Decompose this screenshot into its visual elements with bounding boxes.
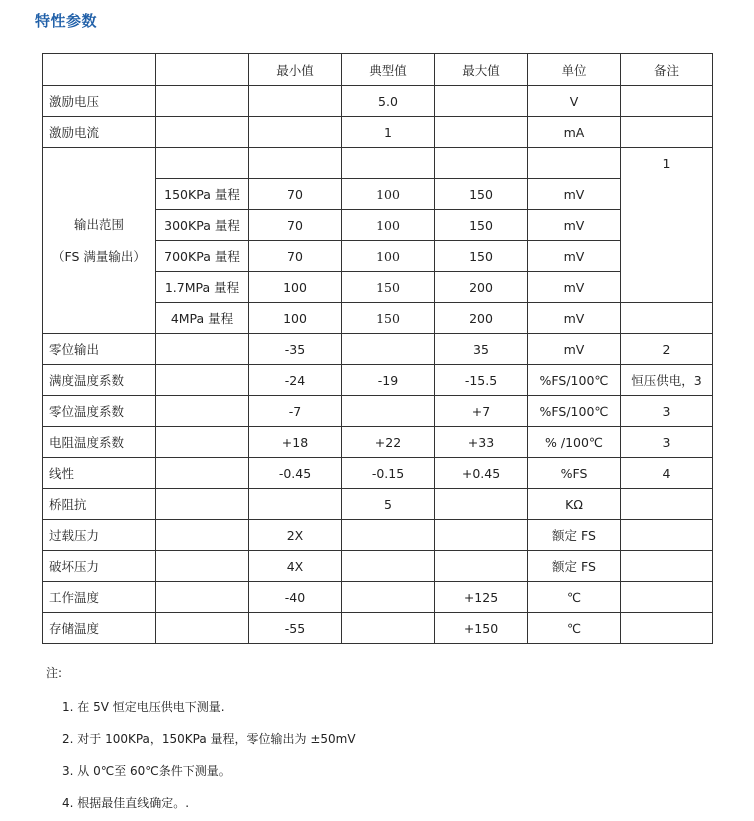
cell-max: 150 <box>435 241 528 272</box>
cell <box>156 86 249 117</box>
cell-min: 100 <box>249 272 342 303</box>
cell-typ: 1 <box>342 117 435 148</box>
cell-max <box>435 551 528 582</box>
header-cell-typ: 典型值 <box>342 54 435 86</box>
table-row <box>43 551 713 582</box>
header-cell-unit: 单位 <box>528 54 621 86</box>
row-label: 激励电流 <box>43 117 156 148</box>
cell-note <box>621 582 713 613</box>
range-name <box>156 148 249 179</box>
cell <box>156 551 249 582</box>
cell-note: 3 <box>621 396 713 427</box>
cell-typ <box>342 148 435 179</box>
cell-typ <box>342 334 435 365</box>
cell <box>156 582 249 613</box>
note-item: 4. 根据最佳直线确定。. <box>62 796 190 810</box>
table-row <box>43 334 713 365</box>
header-cell-note: 备注 <box>621 54 713 86</box>
cell-unit: mV <box>528 272 621 303</box>
cell-typ <box>342 582 435 613</box>
cell-max: +0.45 <box>435 458 528 489</box>
cell-max: +33 <box>435 427 528 458</box>
cell-note <box>621 303 713 334</box>
header-cell-max: 最大值 <box>435 54 528 86</box>
range-name: 150KPa 量程 <box>156 179 249 210</box>
cell-max <box>435 117 528 148</box>
row-label: 过载压力 <box>43 520 156 551</box>
table-row <box>43 396 713 427</box>
cell-min <box>249 117 342 148</box>
row-label: 零位输出 <box>43 334 156 365</box>
cell-typ: -0.15 <box>342 458 435 489</box>
cell-min: -24 <box>249 365 342 396</box>
cell-min <box>249 148 342 179</box>
cell-min: 2X <box>249 520 342 551</box>
row-label: 线性 <box>43 458 156 489</box>
cell <box>156 520 249 551</box>
cell-typ: 100 <box>342 241 435 272</box>
cell-unit: %FS/100℃ <box>528 365 621 396</box>
cell <box>156 613 249 644</box>
cell-typ: 5.0 <box>342 86 435 117</box>
cell-unit <box>528 148 621 179</box>
cell-unit: %FS <box>528 458 621 489</box>
cell-min <box>249 489 342 520</box>
cell-unit: %FS/100℃ <box>528 396 621 427</box>
header-cell <box>156 54 249 86</box>
cell-min: -55 <box>249 613 342 644</box>
cell-unit: KΩ <box>528 489 621 520</box>
table-header-row <box>43 54 713 86</box>
cell-unit: mV <box>528 210 621 241</box>
cell-max: 150 <box>435 179 528 210</box>
spec-table <box>42 53 713 644</box>
range-name: 700KPa 量程 <box>156 241 249 272</box>
table-row <box>43 117 713 148</box>
table-row <box>43 365 713 396</box>
notes-section <box>46 664 356 810</box>
cell <box>156 427 249 458</box>
table-row <box>43 520 713 551</box>
cell-max: +150 <box>435 613 528 644</box>
cell <box>156 396 249 427</box>
cell-min: -0.45 <box>249 458 342 489</box>
cell <box>156 334 249 365</box>
cell-typ: 5 <box>342 489 435 520</box>
cell-typ <box>342 396 435 427</box>
cell-note <box>621 86 713 117</box>
cell-max <box>435 489 528 520</box>
cell-unit: mA <box>528 117 621 148</box>
cell-max: 200 <box>435 272 528 303</box>
cell-note <box>621 117 713 148</box>
cell-typ: -19 <box>342 365 435 396</box>
cell-unit: mV <box>528 179 621 210</box>
cell-note <box>621 489 713 520</box>
table-row <box>43 613 713 644</box>
cell-max: -15.5 <box>435 365 528 396</box>
table-row <box>43 427 713 458</box>
range-name: 4MPa 量程 <box>156 303 249 334</box>
cell-min <box>249 86 342 117</box>
row-label-output-range <box>43 148 156 334</box>
cell-typ: 150 <box>342 303 435 334</box>
cell-typ: +22 <box>342 427 435 458</box>
cell-max <box>435 86 528 117</box>
range-name: 1.7MPa 量程 <box>156 272 249 303</box>
note-item: 2. 对于 100KPa，150KPa 量程，零位输出为 ±50mV <box>62 732 356 746</box>
note-item: 3. 从 0℃至 60℃条件下测量。 <box>62 764 231 778</box>
cell <box>156 365 249 396</box>
cell-min: 4X <box>249 551 342 582</box>
cell-max: 150 <box>435 210 528 241</box>
header-cell <box>43 54 156 86</box>
row-label: 存储温度 <box>43 613 156 644</box>
table-row <box>43 148 713 179</box>
cell-unit: V <box>528 86 621 117</box>
cell-max: +7 <box>435 396 528 427</box>
cell-note: 3 <box>621 427 713 458</box>
page-title: 特性参数 <box>35 12 98 30</box>
cell-max <box>435 148 528 179</box>
cell-typ: 100 <box>342 179 435 210</box>
row-label: 破坏压力 <box>43 551 156 582</box>
cell-unit: % /100℃ <box>528 427 621 458</box>
cell-min: +18 <box>249 427 342 458</box>
output-range-label: 输出范围 <box>73 216 124 232</box>
row-label: 电阻温度系数 <box>43 427 156 458</box>
cell-max: 200 <box>435 303 528 334</box>
cell-min: -7 <box>249 396 342 427</box>
cell-min: 70 <box>249 241 342 272</box>
cell-note <box>621 520 713 551</box>
cell-min: 70 <box>249 210 342 241</box>
cell-max: 35 <box>435 334 528 365</box>
cell-typ <box>342 520 435 551</box>
cell-typ <box>342 551 435 582</box>
cell-min: -40 <box>249 582 342 613</box>
cell-note <box>621 551 713 582</box>
table-row <box>43 86 713 117</box>
cell-unit: 额定 FS <box>528 520 621 551</box>
cell-unit: ℃ <box>528 582 621 613</box>
cell-typ: 100 <box>342 210 435 241</box>
cell-max: +125 <box>435 582 528 613</box>
cell-unit: ℃ <box>528 613 621 644</box>
header-cell-min: 最小值 <box>249 54 342 86</box>
range-name: 300KPa 量程 <box>156 210 249 241</box>
cell-typ <box>342 613 435 644</box>
table-row <box>43 458 713 489</box>
row-label: 工作温度 <box>43 582 156 613</box>
cell-min: 70 <box>249 179 342 210</box>
cell-unit: mV <box>528 334 621 365</box>
row-label: 激励电压 <box>43 86 156 117</box>
cell-note: 2 <box>621 334 713 365</box>
row-label: 满度温度系数 <box>43 365 156 396</box>
row-label: 零位温度系数 <box>43 396 156 427</box>
cell-max <box>435 520 528 551</box>
table-row <box>43 489 713 520</box>
cell-note <box>621 613 713 644</box>
note-item: 1. 在 5V 恒定电压供电下测量. <box>62 700 225 714</box>
cell-unit: mV <box>528 303 621 334</box>
cell-note: 4 <box>621 458 713 489</box>
table-row <box>43 582 713 613</box>
cell <box>156 458 249 489</box>
row-label: 桥阻抗 <box>43 489 156 520</box>
cell <box>156 117 249 148</box>
cell-min: 100 <box>249 303 342 334</box>
cell-unit: 额定 FS <box>528 551 621 582</box>
cell-typ: 150 <box>342 272 435 303</box>
cell-unit: mV <box>528 241 621 272</box>
cell-min: -35 <box>249 334 342 365</box>
output-range-sublabel: （FS 满量输出） <box>52 248 146 264</box>
cell-note: 恒压供电，3 <box>621 365 713 396</box>
cell <box>156 489 249 520</box>
notes-heading: 注: <box>46 666 63 680</box>
cell-note: 1 <box>621 148 713 303</box>
